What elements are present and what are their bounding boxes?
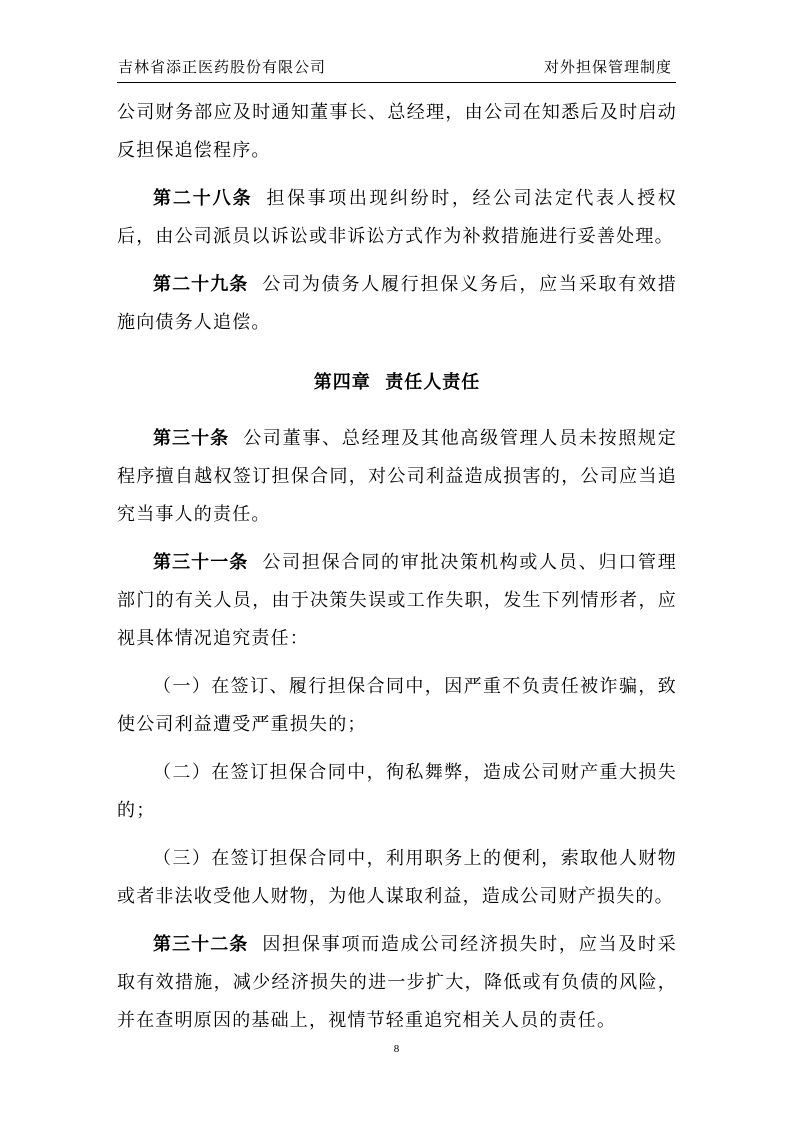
page-number: 8: [393, 1043, 400, 1055]
article-31: [117, 544, 677, 658]
article-29-text: 公司为债务人履行担保义务后，应当采取有效措施向债务人追偿。: [117, 274, 677, 333]
article-28: [117, 180, 677, 256]
header-document-title: 对外担保管理制度: [543, 58, 672, 76]
article-30: [117, 420, 677, 534]
article-28-text: 担保事项出现纠纷时，经公司法定代表人授权后，由公司派员以诉讼或非诉讼方式作为补救措施进行妥善处理。: [117, 188, 678, 247]
article-29-label: 第二十九条: [153, 274, 249, 295]
article-31-item-2: （二）在签订担保合同中，徇私舞弊，造成公司财产重大损失的；: [117, 762, 677, 821]
article-31-text: 公司担保合同的审批决策机构或人员、归口管理部门的有关人员，由于决策失误或工作失职，发生下列情形者，应视具体情况追究责任：: [117, 552, 677, 649]
article-29: [117, 266, 677, 342]
document-body: [117, 94, 677, 1040]
paragraph-continuation: 公司财务部应及时通知董事长、总经理，由公司在知悉后及时启动反担保追偿程序。: [117, 102, 677, 161]
page-header: [117, 56, 676, 83]
article-30-label: 第三十条: [153, 428, 230, 449]
article-30-text: 公司董事、总经理及其他高级管理人员未按照规定程序擅自越权签订担保合同，对公司利益造成损害的，公司应当追究当事人的责任。: [117, 428, 678, 525]
article-31-label: 第三十一条: [153, 552, 249, 573]
article-32-label: 第三十二条: [153, 934, 249, 955]
article-31-item-3: （三）在签订担保合同中，利用职务上的便利，索取他人财物或者非法收受他人财物，为他人谋取利益，造成公司财产损失的。: [117, 848, 677, 907]
article-32: [117, 926, 677, 1040]
article-32-text: 因担保事项而造成公司经济损失时，应当及时采取有效措施，减少经济损失的进一步扩大，降低或有负债的风险，并在查明原因的基础上，视情节轻重追究相关人员的责任。: [117, 934, 677, 1031]
article-28-label: 第二十八条: [153, 188, 253, 209]
article-31-item-1: （一）在签订、履行担保合同中，因严重不负责任被诈骗，致使公司利益遭受严重损失的；: [117, 676, 677, 735]
chapter-heading: 第四章 责任人责任: [313, 372, 481, 393]
header-company-name: 吉林省添正医药股份有限公司: [118, 58, 327, 76]
